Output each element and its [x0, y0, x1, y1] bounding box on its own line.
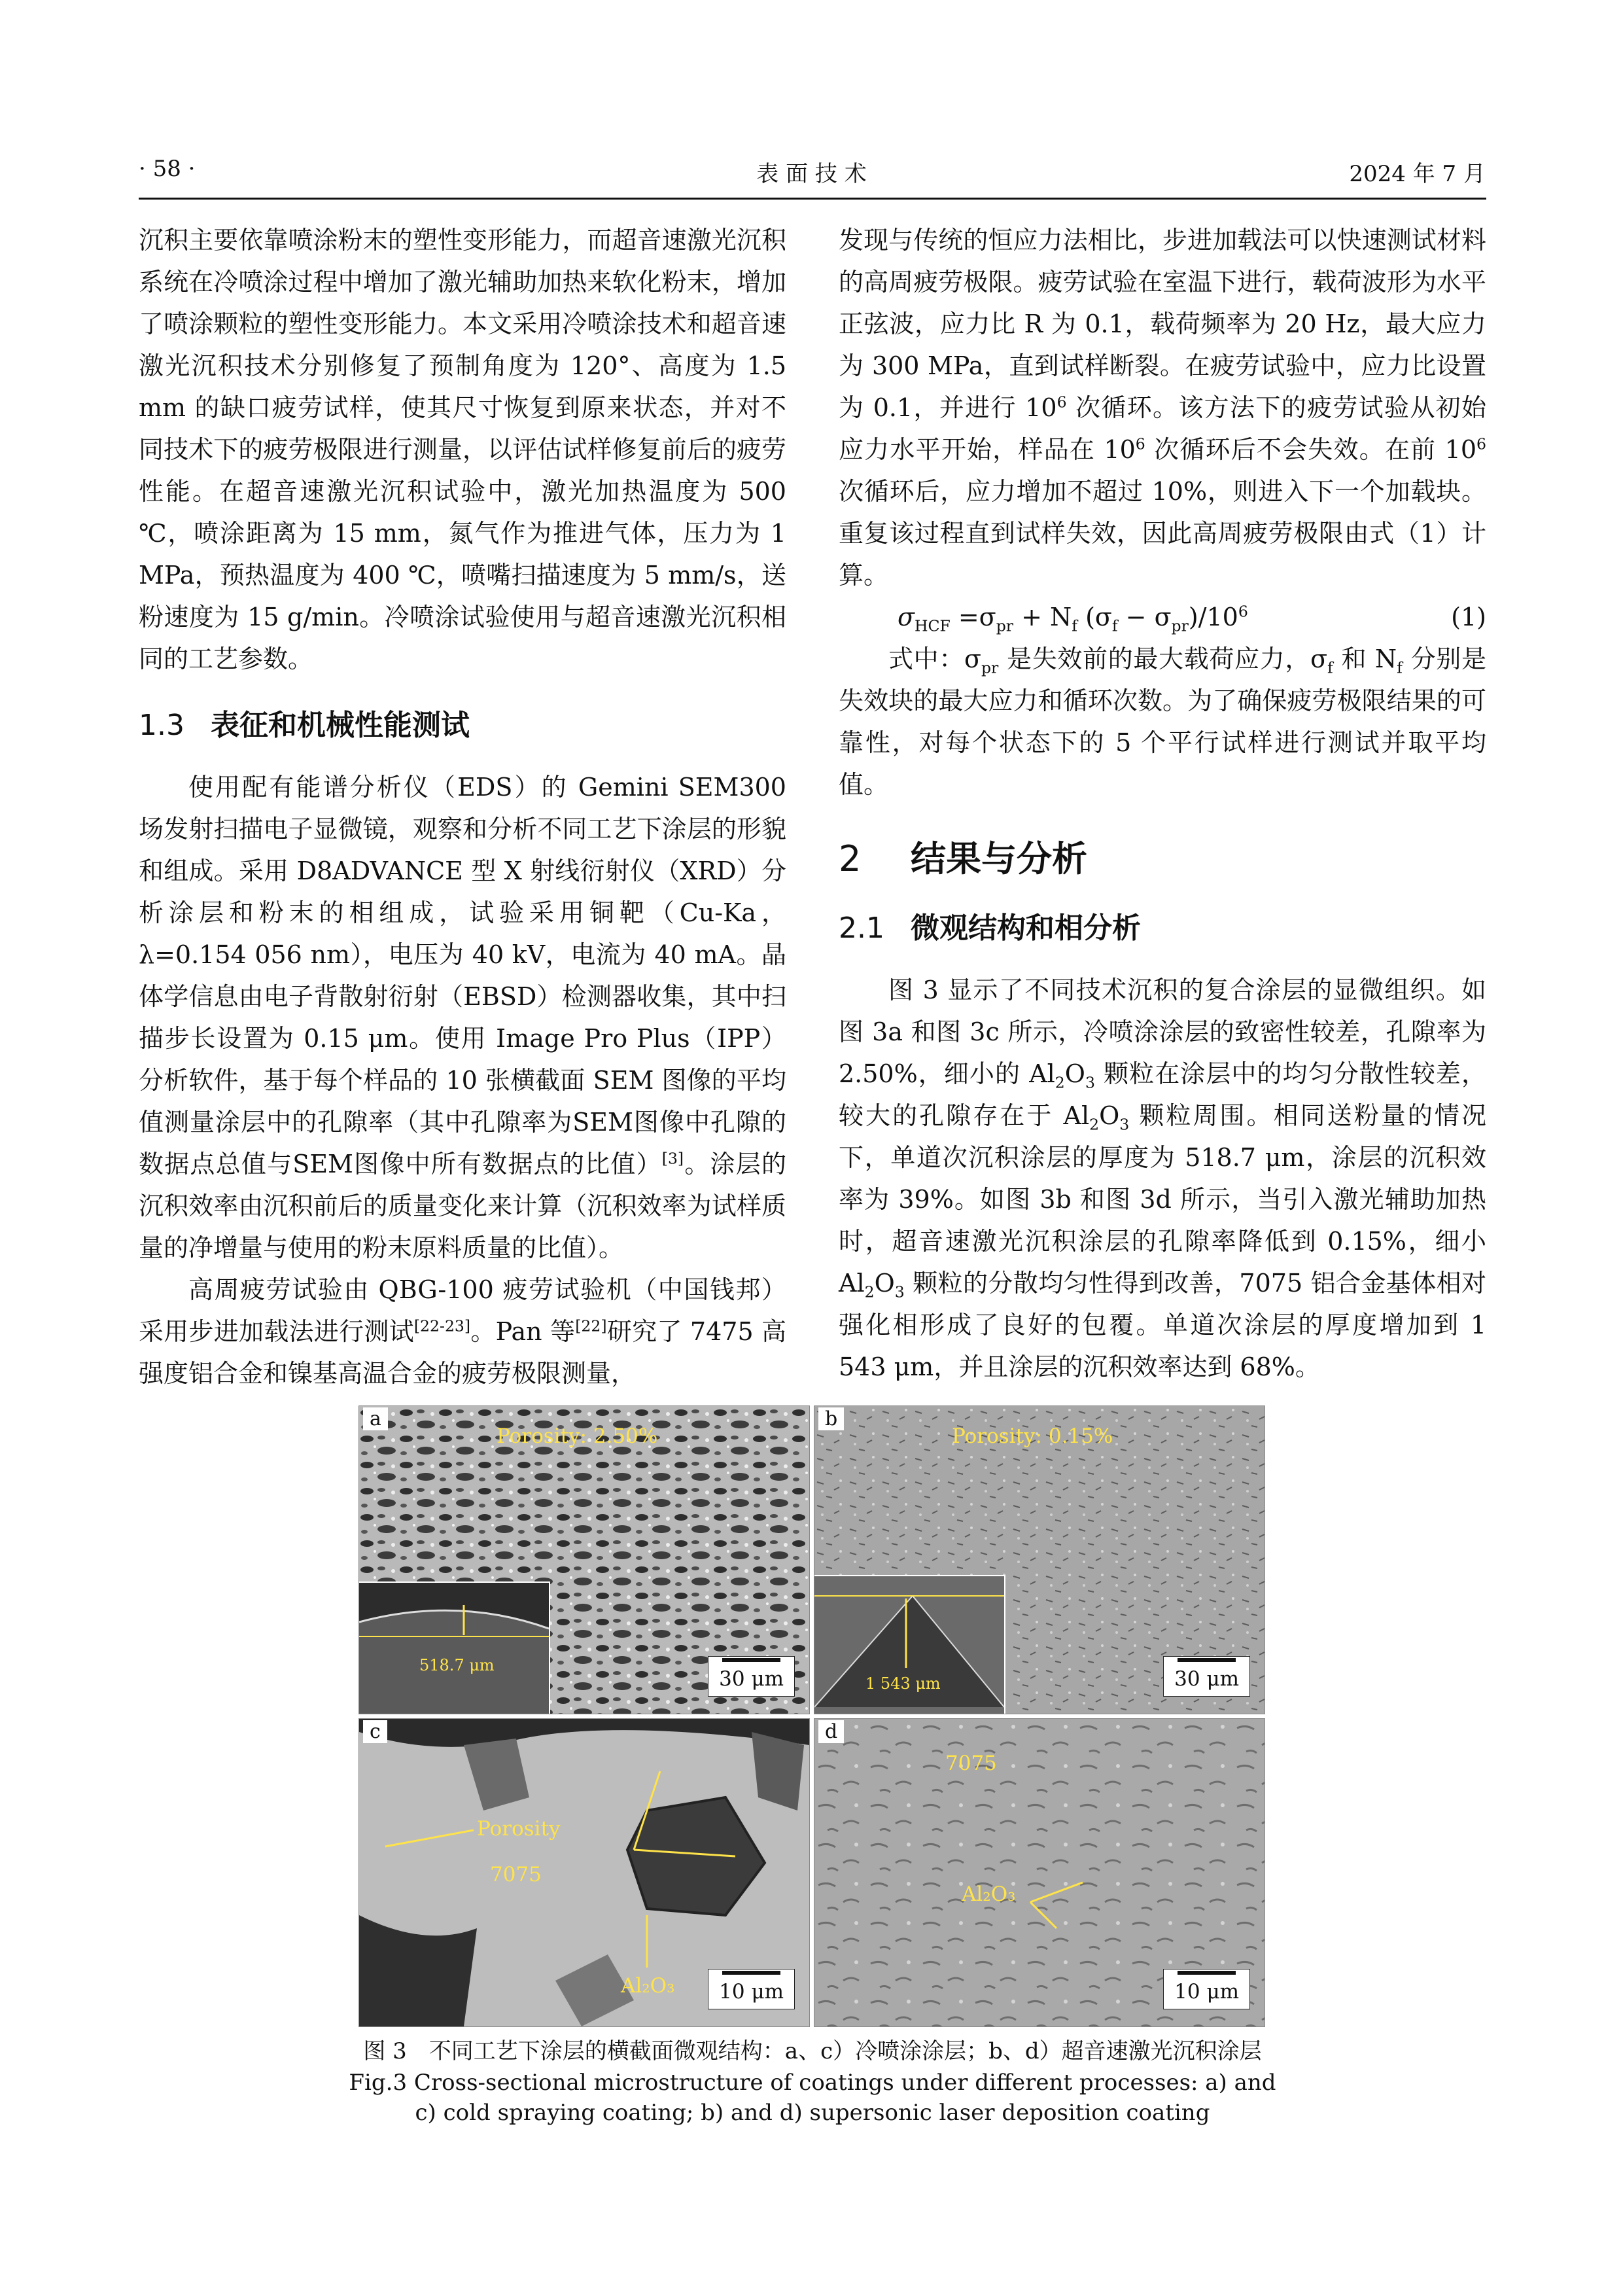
equation-body: $\sigma_{HCF} =\sigma_{pr} + N_f$ $(\sigma_f - \sigma_{pr})/10^6$	[898, 602, 1248, 635]
equation-number: (1)	[1451, 603, 1486, 631]
right-column	[839, 219, 1486, 1388]
section-number: 2.1	[839, 911, 884, 945]
panel-label: a	[363, 1407, 388, 1430]
page-number: · 58 ·	[139, 156, 196, 182]
inset-image	[359, 1583, 549, 1714]
particle-label: Al₂O₃	[621, 1974, 675, 1998]
figure-panel-b	[814, 1405, 1265, 1714]
section-heading-2	[839, 836, 1486, 883]
inset-image	[814, 1576, 1004, 1714]
section-title: 微观结构和相分析	[911, 911, 1141, 945]
matrix-label: 7075	[490, 1863, 542, 1886]
paragraph: 使用配有能谱分析仪（EDS）的 Gemini SEM300 场发射扫描电子显微镜，观察和分析不同工艺下涂层的形貌和组成。采用 D8ADVANCE 型 X 射线衍射仪（XRD）分析涂层和粉末的相组成，试验采用铜靶（Cu-Ka，λ=0.154 056 nm），电压为 40 kV，电流为 40 mA。晶体学信息由电子背散射衍射（EBSD）检测器收集，其中扫描步长设置为 0.15 μm。使用 Image Pro Plus（IPP）分析软件，基于每个样品的 10 张横截面 SEM 图像的平均值测量涂层中的孔隙率（其中孔隙率为SEM图像中孔隙的数据点总值与SEM图像中所有数据点的比值）[3]。涂层的沉积效率由沉积前后的质量变化来计算（沉积效率为试样质量的净增量与使用的粉末原料质量的比值）。	[139, 773, 786, 1262]
section-heading-2-1	[839, 908, 1486, 949]
paragraph: 发现与传统的恒应力法相比，步进加载法可以快速测试材料的高周疲劳极限。疲劳试验在室温下进行，载荷波形为水平正弦波，应力比 R 为 0.1，载荷频率为 20 Hz，最大应力为 300 MPa，直到试样断裂。在疲劳试验中，应力比设置为 0.1，并进行 $10^6$ 次循环。该方法下的疲劳试验从初始应力水平开始，样品在 $10^6$ 次循环后不会失效。在前 $10^6$ 次循环后，应力增加不超过 10%，则进入下一个加载块。重复该过程直到试样失效，因此高周疲劳极限由式（1）计算。	[839, 226, 1486, 590]
thickness-label: 518.7 μm	[419, 1656, 495, 1674]
figure-caption-en-line1: Fig.3 Cross-sectional microstructure of coatings under different processes: a) and	[349, 2070, 1276, 2096]
section-number: 1.3	[139, 709, 184, 742]
matrix-label: 7075	[945, 1752, 997, 1775]
scale-bar: 10 μm	[708, 1969, 795, 2009]
thickness-label: 1 543 μm	[865, 1674, 941, 1693]
paragraph: 图 3 显示了不同技术沉积的复合涂层的显微组织。如图 3a 和图 3c 所示，冷喷涂涂层的致密性较差，孔隙率为 2.50%，细小的 $Al_2O_3$ 颗粒在涂层中的均匀分散性较差，较大的孔隙存在于 $Al_2O_3$ 颗粒周围。相同送粉量的情况下，单道次沉积涂层的厚度为 518.7 μm，涂层的沉积效率为 39%。如图 3b 和图 3d 所示，当引入激光辅助加热时，超音速激光沉积涂层的孔隙率降低到 0.15%，细小 $Al_2O_3$ 颗粒的分散均匀性得到改善，7075 铝合金基体相对强化相形成了良好的包覆。单道次涂层的厚度增加到 1 543 μm，并且涂层的沉积效率达到 68%。	[839, 976, 1486, 1381]
issue-date: 2024 年 7 月	[1349, 161, 1486, 187]
figure-caption-en-line2: c) cold spraying coating; b) and d) supersonic laser deposition coating	[415, 2100, 1210, 2126]
porosity-label: Porosity: 2.50%	[497, 1424, 658, 1448]
figure-caption-cn: 图 3 不同工艺下涂层的横截面微观结构：a、c）冷喷涂涂层；b、d）超音速激光沉积涂层	[363, 2038, 1262, 2064]
figure-panel-d	[814, 1718, 1265, 2027]
thickness-inset	[359, 1581, 550, 1714]
panel-label: c	[363, 1720, 387, 1743]
equation-1	[839, 596, 1486, 638]
scale-bar: 30 μm	[708, 1656, 795, 1697]
figure-panel-c	[358, 1718, 810, 2027]
section-title: 结果与分析	[911, 838, 1087, 879]
citation: [22]	[575, 1316, 607, 1335]
header-rule	[139, 198, 1486, 200]
paragraph: 式中：$\sigma_{pr}$ 是失效前的最大载荷应力，$\sigma_f$ 和 $N_f$ 分别是失效块的最大应力和循环次数。为了确保疲劳极限结果的可靠性，对每个状态下的 5 个平行试样进行测试并取平均值。	[839, 645, 1486, 799]
section-heading-1-3	[139, 705, 786, 747]
scale-bar: 10 μm	[1163, 1969, 1250, 2009]
scale-bar: 30 μm	[1163, 1656, 1250, 1697]
paragraph: 高周疲劳试验由 QBG-100 疲劳试验机（中国钱邦）采用步进加载法进行测试[22-23]。Pan 等[22]研究了 7475 高强度铝合金和镍基高温合金的疲劳极限测量，	[139, 1275, 786, 1388]
panel-label: b	[818, 1407, 844, 1430]
porosity-label: Porosity: 0.15%	[952, 1424, 1113, 1448]
citation: [22-23]	[413, 1316, 471, 1335]
porosity-label: Porosity	[477, 1817, 561, 1841]
citation: [3]	[661, 1149, 684, 1168]
journal-title: 表 面 技 术	[756, 161, 867, 187]
section-number: 2	[839, 838, 862, 879]
thickness-inset	[814, 1575, 1005, 1714]
left-column	[139, 219, 786, 1394]
figure-panel-a	[358, 1405, 810, 1714]
section-title: 表征和机械性能测试	[211, 709, 470, 742]
paragraph: 沉积主要依靠喷涂粉末的塑性变形能力，而超音速激光沉积系统在冷喷涂过程中增加了激光辅助加热来软化粉末，增加了喷涂颗粒的塑性变形能力。本文采用冷喷涂技术和超音速激光沉积技术分别修复了预制角度为 120°、高度为 1.5 mm 的缺口疲劳试样，使其尺寸恢复到原来状态，并对不同技术下的疲劳极限进行测量，以评估试样修复前后的疲劳性能。在超音速激光沉积试验中，激光加热温度为 500 ℃，喷涂距离为 15 mm，氮气作为推进气体，压力为 1 MPa，预热温度为 400 ℃，喷嘴扫描速度为 5 mm/s，送粉速度为 15 g/min。冷喷涂试验使用与超音速激光沉积相同的工艺参数。	[139, 226, 786, 673]
panel-label: d	[818, 1720, 844, 1743]
particle-label: Al₂O₃	[962, 1882, 1016, 1906]
